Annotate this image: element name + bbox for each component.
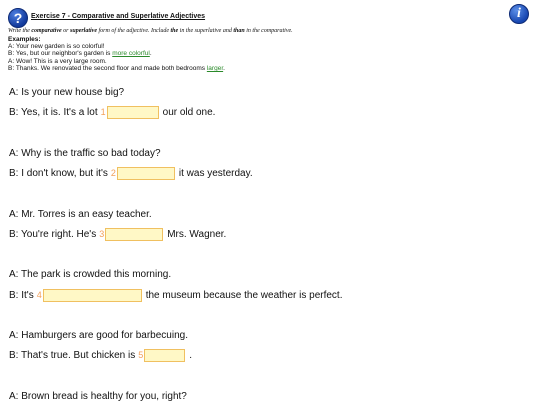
item-number: 4 <box>36 290 42 300</box>
question-line: A: Why is the traffic so bad today? <box>9 147 161 159</box>
answer-line: B: I don't know, but it's 2 it was yesterday. <box>9 167 253 179</box>
help-icon[interactable]: ? <box>8 8 28 28</box>
question-line: A: Hamburgers are good for barbecuing. <box>9 329 188 341</box>
info-icon[interactable]: i <box>509 4 529 24</box>
example-line: A: Wow! This is a very large room. <box>8 58 107 65</box>
question-line: A: Is your new house big? <box>9 86 125 98</box>
answer-line: B: You're right. He's 3 Mrs. Wagner. <box>9 228 227 240</box>
example-line: B: Yes, but our neighbor's garden is more colorful. <box>8 50 152 57</box>
answer-input[interactable] <box>107 106 159 119</box>
examples-heading: Examples: <box>8 36 41 43</box>
exercise-title: Exercise 7 - Comparative and Superlative Adjectives <box>31 13 206 20</box>
answer-line: B: Yes, it is. It's a lot 1 our old one. <box>9 106 216 118</box>
answer-input[interactable] <box>43 289 142 302</box>
item-number: 2 <box>110 168 116 178</box>
answer-input[interactable] <box>105 228 163 241</box>
question-line: A: The park is crowded this morning. <box>9 268 172 280</box>
answer-line: B: That's true. But chicken is 5 . <box>9 349 193 361</box>
item-number: 5 <box>138 350 144 360</box>
example-answer: more colorful <box>112 50 150 57</box>
example-line: A: Your new garden is so colorful! <box>8 43 105 50</box>
example-line: B: Thanks. We renovated the second floor and made both bedrooms larger. <box>8 65 225 72</box>
answer-line: B: It's 4 the museum because the weather is perfect. <box>9 289 343 301</box>
example-answer: larger <box>206 65 224 72</box>
item-number: 3 <box>99 229 105 239</box>
answer-input[interactable] <box>144 349 185 362</box>
item-number: 1 <box>100 107 106 117</box>
question-line: A: Mr. Torres is an easy teacher. <box>9 208 152 220</box>
instructions: Write the comparative or superlative form of the adjective. Include the in the superlative and than in the comparative. <box>8 28 293 34</box>
question-line: A: Brown bread is healthy for you, right? <box>9 390 187 402</box>
answer-input[interactable] <box>117 167 175 180</box>
